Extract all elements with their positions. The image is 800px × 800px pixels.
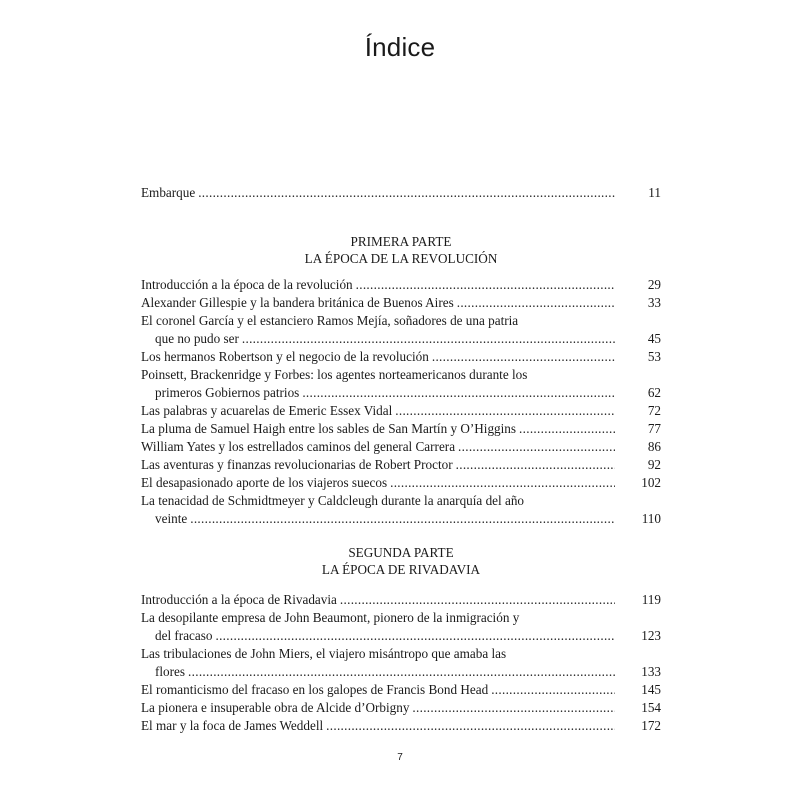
toc-entry-title: Alexander Gillespie y la bandera británica de Buenos Aires xyxy=(141,295,454,310)
toc-entry xyxy=(141,717,661,735)
dot-leader xyxy=(198,184,615,202)
dot-leader xyxy=(190,510,615,528)
page-number: 7 xyxy=(397,752,403,763)
toc-entry-title: La desopilante empresa de John Beaumont, pionero de la inmigración y xyxy=(141,610,520,625)
toc-entry xyxy=(141,402,661,420)
dot-leader xyxy=(242,330,615,348)
toc-entry xyxy=(141,591,661,609)
page-title: Índice xyxy=(364,32,436,62)
toc-entry-page: 86 xyxy=(647,439,661,454)
toc-intro xyxy=(141,184,661,202)
toc-entry-title: La pluma de Samuel Haigh entre los sables de San Martín y O’Higgins xyxy=(141,421,517,436)
toc-entry-page: 92 xyxy=(647,457,661,472)
toc-entry xyxy=(141,645,661,681)
toc-entry-title: Poinsett, Brackenridge y Forbes: los agentes norteamericanos durante los xyxy=(141,367,528,382)
toc-entry-title: Los hermanos Robertson y el negocio de la revolución xyxy=(141,349,429,364)
dot-leader xyxy=(356,276,615,294)
dot-leader xyxy=(302,384,615,402)
toc-entry xyxy=(141,276,661,294)
dot-leader xyxy=(458,438,615,456)
toc-entry-page: 133 xyxy=(641,664,661,679)
part1-entries xyxy=(141,276,661,528)
dot-leader xyxy=(390,474,615,492)
part1-heading-line2: LA ÉPOCA DE LA REVOLUCIÓN xyxy=(304,251,498,266)
toc-entry-title: El romanticismo del fracaso en los galopes de Francis Bond Head xyxy=(141,682,489,697)
toc-entry-page: 62 xyxy=(647,385,661,400)
toc-entry-page: 110 xyxy=(641,511,661,526)
toc-entry-title: Embarque xyxy=(141,185,196,200)
toc-entry xyxy=(141,492,661,528)
part1-heading-line1: PRIMERA PARTE xyxy=(350,234,452,249)
toc-entry-title: La tenacidad de Schmidtmeyer y Caldcleugh durante la anarquía del año xyxy=(141,493,525,508)
toc-entry-page: 145 xyxy=(641,682,661,697)
toc-entry-embarque xyxy=(141,184,661,202)
part2-heading xyxy=(141,544,661,578)
toc-entry xyxy=(141,366,661,402)
toc-entry xyxy=(141,609,661,645)
toc-entry-page: 53 xyxy=(647,349,661,364)
toc-entry xyxy=(141,474,661,492)
toc-entry-page: 119 xyxy=(641,592,661,607)
part2-heading-line1: SEGUNDA PARTE xyxy=(348,545,454,560)
toc-entry-title-continuation: primeros Gobiernos patrios xyxy=(155,385,300,400)
dot-leader xyxy=(457,294,615,312)
toc-entry-title-continuation: veinte xyxy=(155,511,188,526)
dot-leader xyxy=(326,717,615,735)
toc-entry-title-continuation: del fracaso xyxy=(155,628,213,643)
toc-entry-page: 154 xyxy=(641,700,661,715)
toc-entry xyxy=(141,699,661,717)
toc-entry-title: El desapasionado aporte de los viajeros suecos xyxy=(141,475,388,490)
toc-entry-page: 102 xyxy=(641,475,661,490)
dot-leader xyxy=(432,348,615,366)
toc-entry xyxy=(141,420,661,438)
toc-entry xyxy=(141,294,661,312)
toc-entry-title-continuation: que no pudo ser xyxy=(155,331,239,346)
toc-entry-page: 77 xyxy=(647,421,661,436)
toc-entry-page: 33 xyxy=(647,295,661,310)
toc-entry-title: Las palabras y acuarelas de Emeric Essex Vidal xyxy=(141,403,393,418)
dot-leader xyxy=(395,402,615,420)
toc-entry-title: Introducción a la época de Rivadavia xyxy=(141,592,337,607)
dot-leader xyxy=(491,681,615,699)
toc-entry-page: 11 xyxy=(648,185,661,200)
dot-leader xyxy=(340,591,615,609)
toc-entry-page: 29 xyxy=(647,277,661,292)
dot-leader xyxy=(188,663,615,681)
toc-entry-title: Introducción a la época de la revolución xyxy=(141,277,353,292)
part2-heading-line2: LA ÉPOCA DE RIVADAVIA xyxy=(321,562,481,577)
dot-leader xyxy=(519,420,615,438)
toc-entry-page: 123 xyxy=(641,628,661,643)
toc-entry xyxy=(141,312,661,348)
dot-leader xyxy=(412,699,615,717)
toc-entry xyxy=(141,348,661,366)
toc-entry-title: El mar y la foca de James Weddell xyxy=(141,718,324,733)
toc-entry-title-continuation: flores xyxy=(155,664,186,679)
toc-entry-title: William Yates y los estrellados caminos del general Carrera xyxy=(141,439,456,454)
toc-entry-page: 45 xyxy=(647,331,661,346)
toc-entry-title: Las aventuras y finanzas revolucionarias de Robert Proctor xyxy=(141,457,453,472)
dot-leader xyxy=(215,627,615,645)
toc-entry-page: 172 xyxy=(641,718,661,733)
part1-heading xyxy=(141,233,661,267)
toc-entry xyxy=(141,681,661,699)
toc-entry xyxy=(141,438,661,456)
toc-entry-title: El coronel García y el estanciero Ramos Mejía, soñadores de una patria xyxy=(141,313,519,328)
toc-entry xyxy=(141,456,661,474)
toc-entry-page: 72 xyxy=(647,403,661,418)
dot-leader xyxy=(456,456,615,474)
toc-entry-title: La pionera e insuperable obra de Alcide d’Orbigny xyxy=(141,700,410,715)
part2-entries xyxy=(141,591,661,735)
toc-entry-title: Las tribulaciones de John Miers, el viajero misántropo que amaba las xyxy=(141,646,507,661)
